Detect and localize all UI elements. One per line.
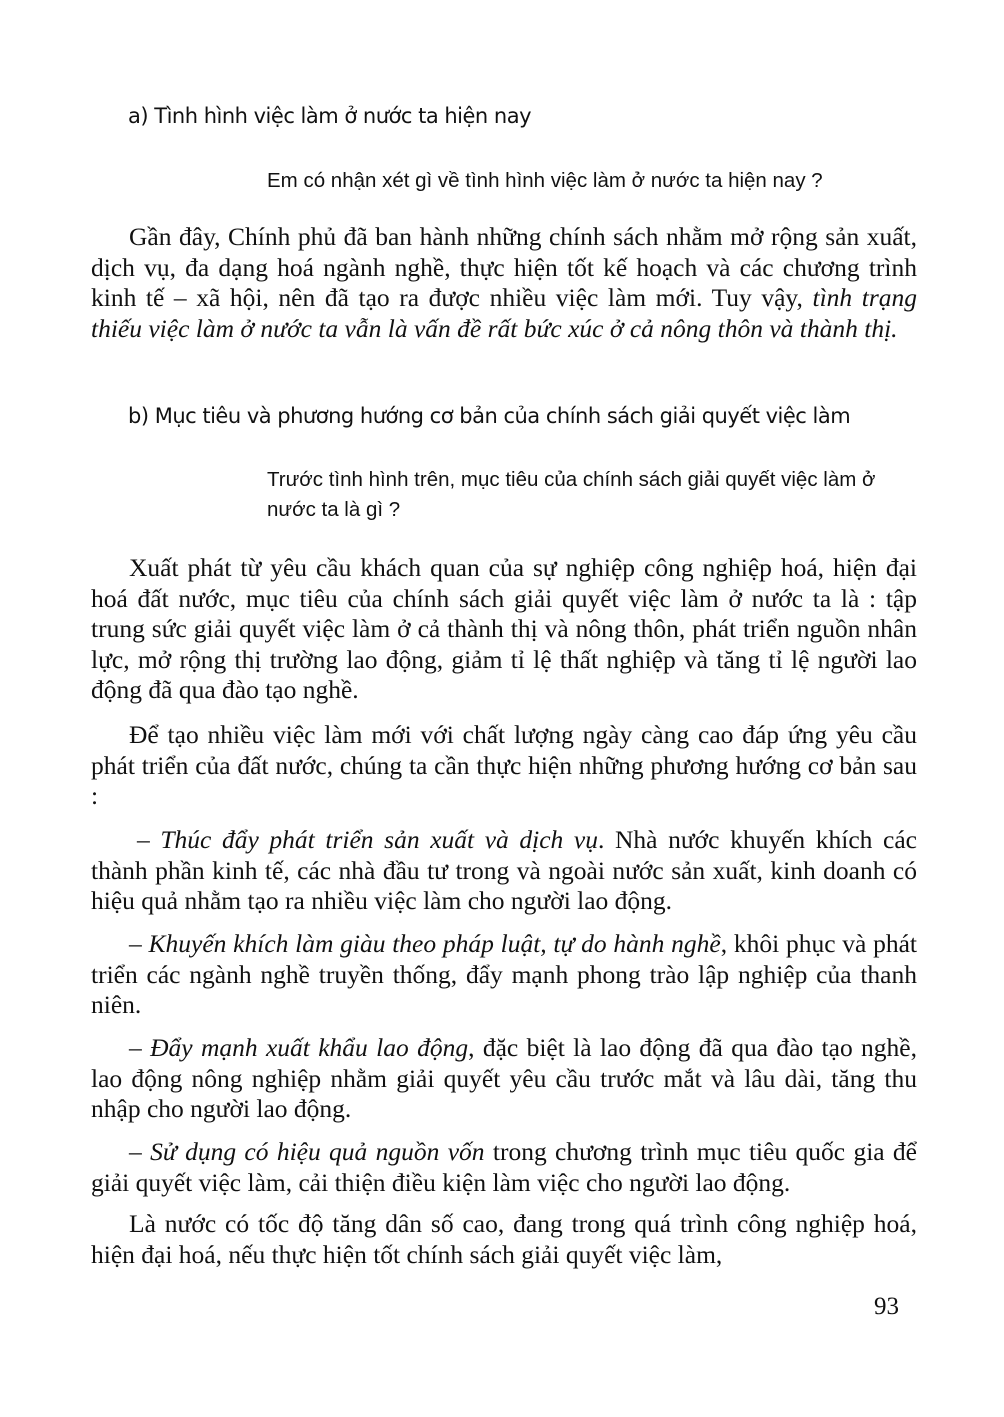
section-b-heading: b) Mục tiêu và phương hướng cơ bản của chính sách giải quyết việc làm bbox=[128, 404, 851, 428]
section-a-paragraph-lead: Gần đây, Chính phủ đã ban hành những chính sách nhằm mở rộng sản xuất, dịch vụ, đa dạng hoá ngành nghề, thực hiện tốt kế hoạch và các chương trình kinh tế – xã hội, nên đã tạo ra được nhiều việc làm mới. Tuy vậy, bbox=[91, 222, 917, 312]
direction-text: , khôi phục và phát triển các ngành nghề truyền thống, đẩy mạnh phong trào lập nghiệp của thanh niên. bbox=[91, 929, 918, 1019]
direction-title: Thúc đẩy phát triển sản xuất và dịch vụ bbox=[160, 825, 598, 854]
goal-paragraph: Xuất phát từ yêu cầu khách quan của sự nghiệp công nghiệp hoá, hiện đại hoá đất nước, mục tiêu của chính sách giải quyết việc làm ở nước ta là : tập trung sức giải quyết việc làm ở cả thành thị và nông thôn, phát triển nguồn nhân lực, mở rộng thị trường lao động, giảm tỉ lệ thất nghiệp và tăng tỉ lệ người lao động đã qua đào tạo nghề. bbox=[91, 553, 917, 704]
section-a-heading: a) Tình hình việc làm ở nước ta hiện nay bbox=[128, 104, 532, 128]
direction-dash: – bbox=[137, 825, 161, 854]
direction-item bbox=[91, 929, 917, 1021]
section-a-question: Em có nhận xét gì về tình hình việc làm ở nước ta hiện nay ? bbox=[267, 169, 823, 192]
page-number: 93 bbox=[874, 1293, 899, 1320]
direction-text: , đặc biệt là lao động đã qua đào tạo nghề, lao động nông nghiệp nhằm giải quyết yêu cầu trước mắt và lâu dài, tăng thu nhập cho người lao động. bbox=[91, 1033, 917, 1123]
direction-item bbox=[91, 825, 917, 917]
direction-text: . Nhà nước khuyến khích các thành phần kinh tế, các nhà đầu tư trong và ngoài nước sản xuất, kinh doanh có hiệu quả nhằm tạo ra nhiều việc làm cho người lao động. bbox=[91, 825, 917, 915]
direction-title: Khuyến khích làm giàu theo pháp luật, tự do hành nghề bbox=[148, 929, 721, 958]
direction-item bbox=[91, 1033, 917, 1125]
direction-dash: – bbox=[129, 929, 149, 958]
section-b-question: Trước tình hình trên, mục tiêu của chính sách giải quyết việc làm ở nước ta là gì ? bbox=[267, 468, 876, 521]
section-a-paragraph bbox=[91, 222, 917, 344]
direction-item bbox=[91, 1137, 917, 1198]
direction-title: Đẩy mạnh xuất khẩu lao động bbox=[150, 1033, 469, 1062]
conclusion-paragraph: Là nước có tốc độ tăng dân số cao, đang trong quá trình công nghiệp hoá, hiện đại hoá, nếu thực hiện tốt chính sách giải quyết việc làm, bbox=[91, 1209, 917, 1269]
direction-text: trong chương trình mục tiêu quốc gia để giải quyết việc làm, cải thiện điều kiện làm việc cho người lao động. bbox=[91, 1137, 918, 1197]
direction-dash: – bbox=[129, 1137, 151, 1166]
directions-intro-paragraph: Để tạo nhiều việc làm mới với chất lượng ngày càng cao đáp ứng yêu cầu phát triển của đất nước, chúng ta cần thực hiện những phương hướng cơ bản sau : bbox=[91, 720, 917, 810]
section-a-paragraph-emphasis: tình trạng thiếu việc làm ở nước ta vẫn là vấn đề rất bức xúc ở cả nông thôn và thành thị. bbox=[91, 283, 917, 343]
direction-dash: – bbox=[129, 1033, 151, 1062]
direction-title: Sử dụng có hiệu quả nguồn vốn bbox=[150, 1137, 485, 1166]
